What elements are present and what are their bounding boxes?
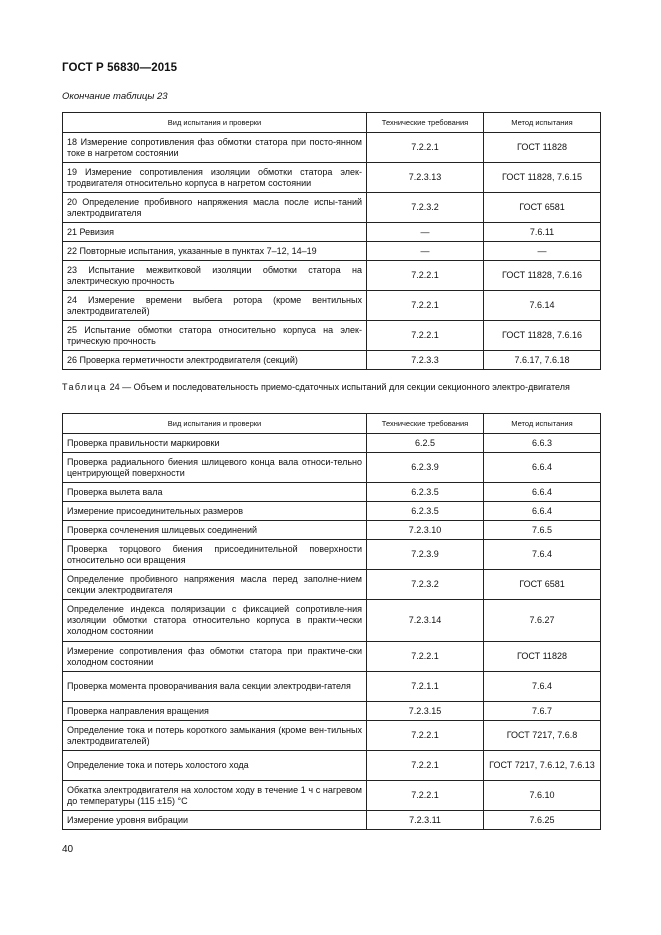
requirements-cell: 6.2.3.5 bbox=[367, 502, 484, 521]
method-cell: 6.6.4 bbox=[484, 502, 601, 521]
page-number: 40 bbox=[62, 844, 74, 855]
requirements-cell: 7.2.2.1 bbox=[367, 642, 484, 672]
table-header-row bbox=[63, 414, 601, 434]
table-row bbox=[63, 321, 601, 351]
table-row bbox=[63, 242, 601, 261]
test-name-cell: 21 Ревизия bbox=[63, 223, 367, 242]
column-header-test: Вид испытания и проверки bbox=[63, 113, 367, 133]
test-name-cell: 24 Измерение времени выбега ротора (кроме вентильных электродвигателей) bbox=[63, 291, 367, 321]
method-cell: ГОСТ 11828 bbox=[484, 133, 601, 163]
requirements-cell: 7.2.2.1 bbox=[367, 751, 484, 781]
method-cell: ГОСТ 11828, 7.6.15 bbox=[484, 163, 601, 193]
table-row bbox=[63, 702, 601, 721]
table-continuation-label: Окончание таблицы 23 bbox=[62, 91, 168, 102]
requirements-cell: 6.2.3.9 bbox=[367, 453, 484, 483]
table-row bbox=[63, 434, 601, 453]
method-cell: ГОСТ 11828, 7.6.16 bbox=[484, 321, 601, 351]
test-name-cell: Проверка направления вращения bbox=[63, 702, 367, 721]
requirements-cell: 7.2.2.1 bbox=[367, 321, 484, 351]
table-row bbox=[63, 163, 601, 193]
table-24 bbox=[62, 413, 601, 830]
method-cell: — bbox=[484, 242, 601, 261]
test-name-cell: Определение пробивного напряжения масла перед заполне-нием секции электродвигателя bbox=[63, 570, 367, 600]
test-name-cell: Измерение сопротивления фаз обмотки статора при практиче-ски холодном состоянии bbox=[63, 642, 367, 672]
test-name-cell: Проверка торцового биения присоединительной поверхности относительно оси вращения bbox=[63, 540, 367, 570]
requirements-cell: 7.2.3.2 bbox=[367, 570, 484, 600]
column-header-method: Метод испытания bbox=[484, 414, 601, 434]
test-name-cell: Измерение уровня вибрации bbox=[63, 811, 367, 830]
requirements-cell: 6.2.3.5 bbox=[367, 483, 484, 502]
test-name-cell: 22 Повторные испытания, указанные в пунктах 7–12, 14–19 bbox=[63, 242, 367, 261]
table-row bbox=[63, 811, 601, 830]
method-cell: 7.6.5 bbox=[484, 521, 601, 540]
test-name-cell: Определение тока и потерь короткого замыкания (кроме вен-тильных электродвигателей) bbox=[63, 721, 367, 751]
test-name-cell: Проверка сочленения шлицевых соединений bbox=[63, 521, 367, 540]
column-header-requirements: Технические требования bbox=[367, 113, 484, 133]
requirements-cell: 7.2.2.1 bbox=[367, 291, 484, 321]
table-row bbox=[63, 261, 601, 291]
test-name-cell: 26 Проверка герметичности электродвигателя (секций) bbox=[63, 351, 367, 370]
table-header-row bbox=[63, 113, 601, 133]
test-name-cell: 20 Определение пробивного напряжения масла после испы-таний электродвигателя bbox=[63, 193, 367, 223]
method-cell: 6.6.4 bbox=[484, 453, 601, 483]
table-row bbox=[63, 483, 601, 502]
test-name-cell: 19 Измерение сопротивления изоляции обмотки статора элек-тродвигателя относительно корпуса в нагретом состоянии bbox=[63, 163, 367, 193]
requirements-cell: 7.2.3.9 bbox=[367, 540, 484, 570]
test-name-cell: Проверка вылета вала bbox=[63, 483, 367, 502]
requirements-cell: 6.2.5 bbox=[367, 434, 484, 453]
requirements-cell: 7.2.2.1 bbox=[367, 133, 484, 163]
requirements-cell: 7.2.3.10 bbox=[367, 521, 484, 540]
method-cell: 6.6.3 bbox=[484, 434, 601, 453]
table-row bbox=[63, 672, 601, 702]
method-cell: 7.6.4 bbox=[484, 672, 601, 702]
method-cell: ГОСТ 7217, 7.6.8 bbox=[484, 721, 601, 751]
document-header: ГОСТ Р 56830—2015 bbox=[62, 62, 178, 74]
column-header-requirements: Технические требования bbox=[367, 414, 484, 434]
table-row bbox=[63, 540, 601, 570]
method-cell: ГОСТ 11828, 7.6.16 bbox=[484, 261, 601, 291]
requirements-cell: 7.2.3.15 bbox=[367, 702, 484, 721]
test-name-cell: Определение индекса поляризации с фиксацией сопротивле-ния изоляции обмотки статора относительно корпуса в практи-чески холодном состоянии bbox=[63, 600, 367, 642]
table-row bbox=[63, 521, 601, 540]
method-cell: 7.6.4 bbox=[484, 540, 601, 570]
test-name-cell: Проверка момента проворачивания вала секции электродви-гателя bbox=[63, 672, 367, 702]
requirements-cell: — bbox=[367, 223, 484, 242]
test-name-cell: Проверка правильности маркировки bbox=[63, 434, 367, 453]
table-row bbox=[63, 223, 601, 242]
table-23 bbox=[62, 112, 601, 370]
table-row bbox=[63, 133, 601, 163]
table-row bbox=[63, 642, 601, 672]
table-caption-text: 24 — Объем и последовательность приемо-сдаточных испытаний для секции секционного электро-двигателя bbox=[109, 382, 570, 392]
table-row bbox=[63, 570, 601, 600]
table-row bbox=[63, 291, 601, 321]
table-row bbox=[63, 453, 601, 483]
test-name-cell: 18 Измерение сопротивления фаз обмотки статора при посто-янном токе в нагретом состоянии bbox=[63, 133, 367, 163]
requirements-cell: 7.2.3.3 bbox=[367, 351, 484, 370]
column-header-method: Метод испытания bbox=[484, 113, 601, 133]
table-caption-label: Таблица bbox=[62, 382, 108, 392]
method-cell: 6.6.4 bbox=[484, 483, 601, 502]
requirements-cell: 7.2.3.2 bbox=[367, 193, 484, 223]
method-cell: 7.6.17, 7.6.18 bbox=[484, 351, 601, 370]
test-name-cell: Измерение присоединительных размеров bbox=[63, 502, 367, 521]
column-header-test: Вид испытания и проверки bbox=[63, 414, 367, 434]
table-row bbox=[63, 600, 601, 642]
table-row bbox=[63, 721, 601, 751]
table-row bbox=[63, 502, 601, 521]
method-cell: ГОСТ 7217, 7.6.12, 7.6.13 bbox=[484, 751, 601, 781]
method-cell: 7.6.27 bbox=[484, 600, 601, 642]
method-cell: 7.6.14 bbox=[484, 291, 601, 321]
requirements-cell: 7.2.2.1 bbox=[367, 261, 484, 291]
requirements-cell: 7.2.1.1 bbox=[367, 672, 484, 702]
method-cell: ГОСТ 11828 bbox=[484, 642, 601, 672]
requirements-cell: 7.2.3.13 bbox=[367, 163, 484, 193]
test-name-cell: Определение тока и потерь холостого хода bbox=[63, 751, 367, 781]
test-name-cell: Обкатка электродвигателя на холостом ходу в течение 1 ч с нагревом до температуры (115 ±15) °С bbox=[63, 781, 367, 811]
method-cell: ГОСТ 6581 bbox=[484, 193, 601, 223]
test-name-cell: 23 Испытание межвитковой изоляции обмотки статора на электрическую прочность bbox=[63, 261, 367, 291]
table-row bbox=[63, 193, 601, 223]
requirements-cell: 7.2.3.14 bbox=[367, 600, 484, 642]
method-cell: ГОСТ 6581 bbox=[484, 570, 601, 600]
test-name-cell: Проверка радиального биения шлицевого конца вала относи-тельно центрирующей поверхности bbox=[63, 453, 367, 483]
method-cell: 7.6.7 bbox=[484, 702, 601, 721]
table-row bbox=[63, 781, 601, 811]
requirements-cell: 7.2.2.1 bbox=[367, 721, 484, 751]
requirements-cell: — bbox=[367, 242, 484, 261]
table-row bbox=[63, 751, 601, 781]
test-name-cell: 25 Испытание обмотки статора относительно корпуса на элек-трическую прочность bbox=[63, 321, 367, 351]
method-cell: 7.6.11 bbox=[484, 223, 601, 242]
requirements-cell: 7.2.3.11 bbox=[367, 811, 484, 830]
table-caption bbox=[62, 381, 600, 393]
table-row bbox=[63, 351, 601, 370]
method-cell: 7.6.25 bbox=[484, 811, 601, 830]
method-cell: 7.6.10 bbox=[484, 781, 601, 811]
requirements-cell: 7.2.2.1 bbox=[367, 781, 484, 811]
